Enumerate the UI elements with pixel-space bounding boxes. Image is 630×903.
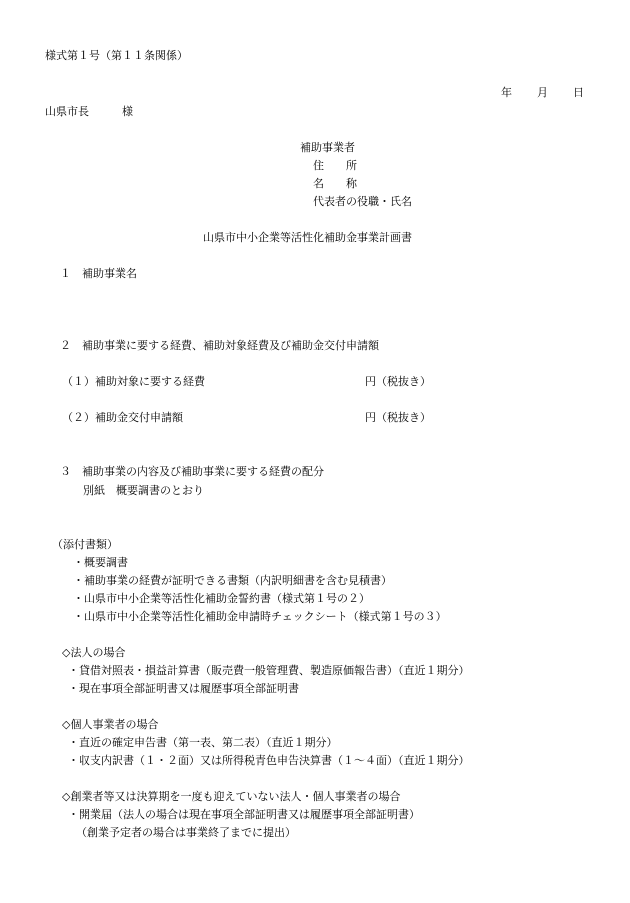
individual-item: ・収支内訳書（１・２面）又は所得税青色申告決算書（１～４面）（直近１期分） xyxy=(68,754,470,767)
corporation-item: ・貸借対照表・損益計算書（販売費一般管理費、製造原価報告書）（直近１期分） xyxy=(68,664,470,677)
expense-label: （１）補助対象に要する経費 xyxy=(62,375,205,388)
date-month: 月 xyxy=(537,86,548,99)
attachment-item: ・概要調書 xyxy=(73,556,128,569)
individual-heading: ◇個人事業者の場合 xyxy=(62,718,159,731)
date-line xyxy=(0,87,630,101)
corporation-heading: ◇法人の場合 xyxy=(62,646,126,659)
startup-note: （創業予定者の場合は事業終了までに提出） xyxy=(76,826,296,839)
date-day: 日 xyxy=(573,86,584,99)
section-3-heading: ３ 補助事業の内容及び補助事業に要する経費の配分 xyxy=(60,465,324,478)
section-3-note: 別紙 概要調書のとおり xyxy=(83,484,204,497)
expense-unit: 円（税抜き） xyxy=(365,375,431,388)
attachments-heading: （添付書類） xyxy=(52,538,118,551)
corporation-item: ・現在事項全部証明書又は履歴事項全部証明書 xyxy=(68,682,299,695)
applicant-name-label: 名 称 xyxy=(313,177,357,190)
form-number: 様式第１号（第１１条関係） xyxy=(45,49,188,62)
startup-item: ・開業届（法人の場合は現在事項全部証明書又は履歴事項全部証明書） xyxy=(68,808,420,821)
section-2-heading: ２ 補助事業に要する経費、補助対象経費及び補助金交付申請額 xyxy=(60,339,379,352)
applicant-address-label: 住 所 xyxy=(313,159,357,172)
addressee: 山県市長 様 xyxy=(45,105,133,118)
attachment-item: ・山県市中小企業等活性化補助金誓約書（様式第１号の２） xyxy=(73,592,370,605)
section-1-heading: １ 補助事業名 xyxy=(60,267,137,280)
attachment-item: ・山県市中小企業等活性化補助金申請時チェックシート（様式第１号の３） xyxy=(73,610,447,623)
applicant-representative-label: 代表者の役職・氏名 xyxy=(313,195,412,208)
individual-item: ・直近の確定申告書（第一表、第二表）（直近１期分） xyxy=(68,736,338,749)
date-year: 年 xyxy=(501,86,512,99)
grant-request-label: （２）補助金交付申請額 xyxy=(62,411,183,424)
startup-heading: ◇創業者等又は決算期を一度も迎えていない法人・個人事業者の場合 xyxy=(62,790,401,803)
grant-request-unit: 円（税抜き） xyxy=(365,411,431,424)
attachment-item: ・補助事業の経費が証明できる書類（内訳明細書を含む見積書） xyxy=(73,574,392,587)
document-title: 山県市中小企業等活性化補助金事業計画書 xyxy=(203,231,412,244)
applicant-title: 補助事業者 xyxy=(300,141,355,154)
